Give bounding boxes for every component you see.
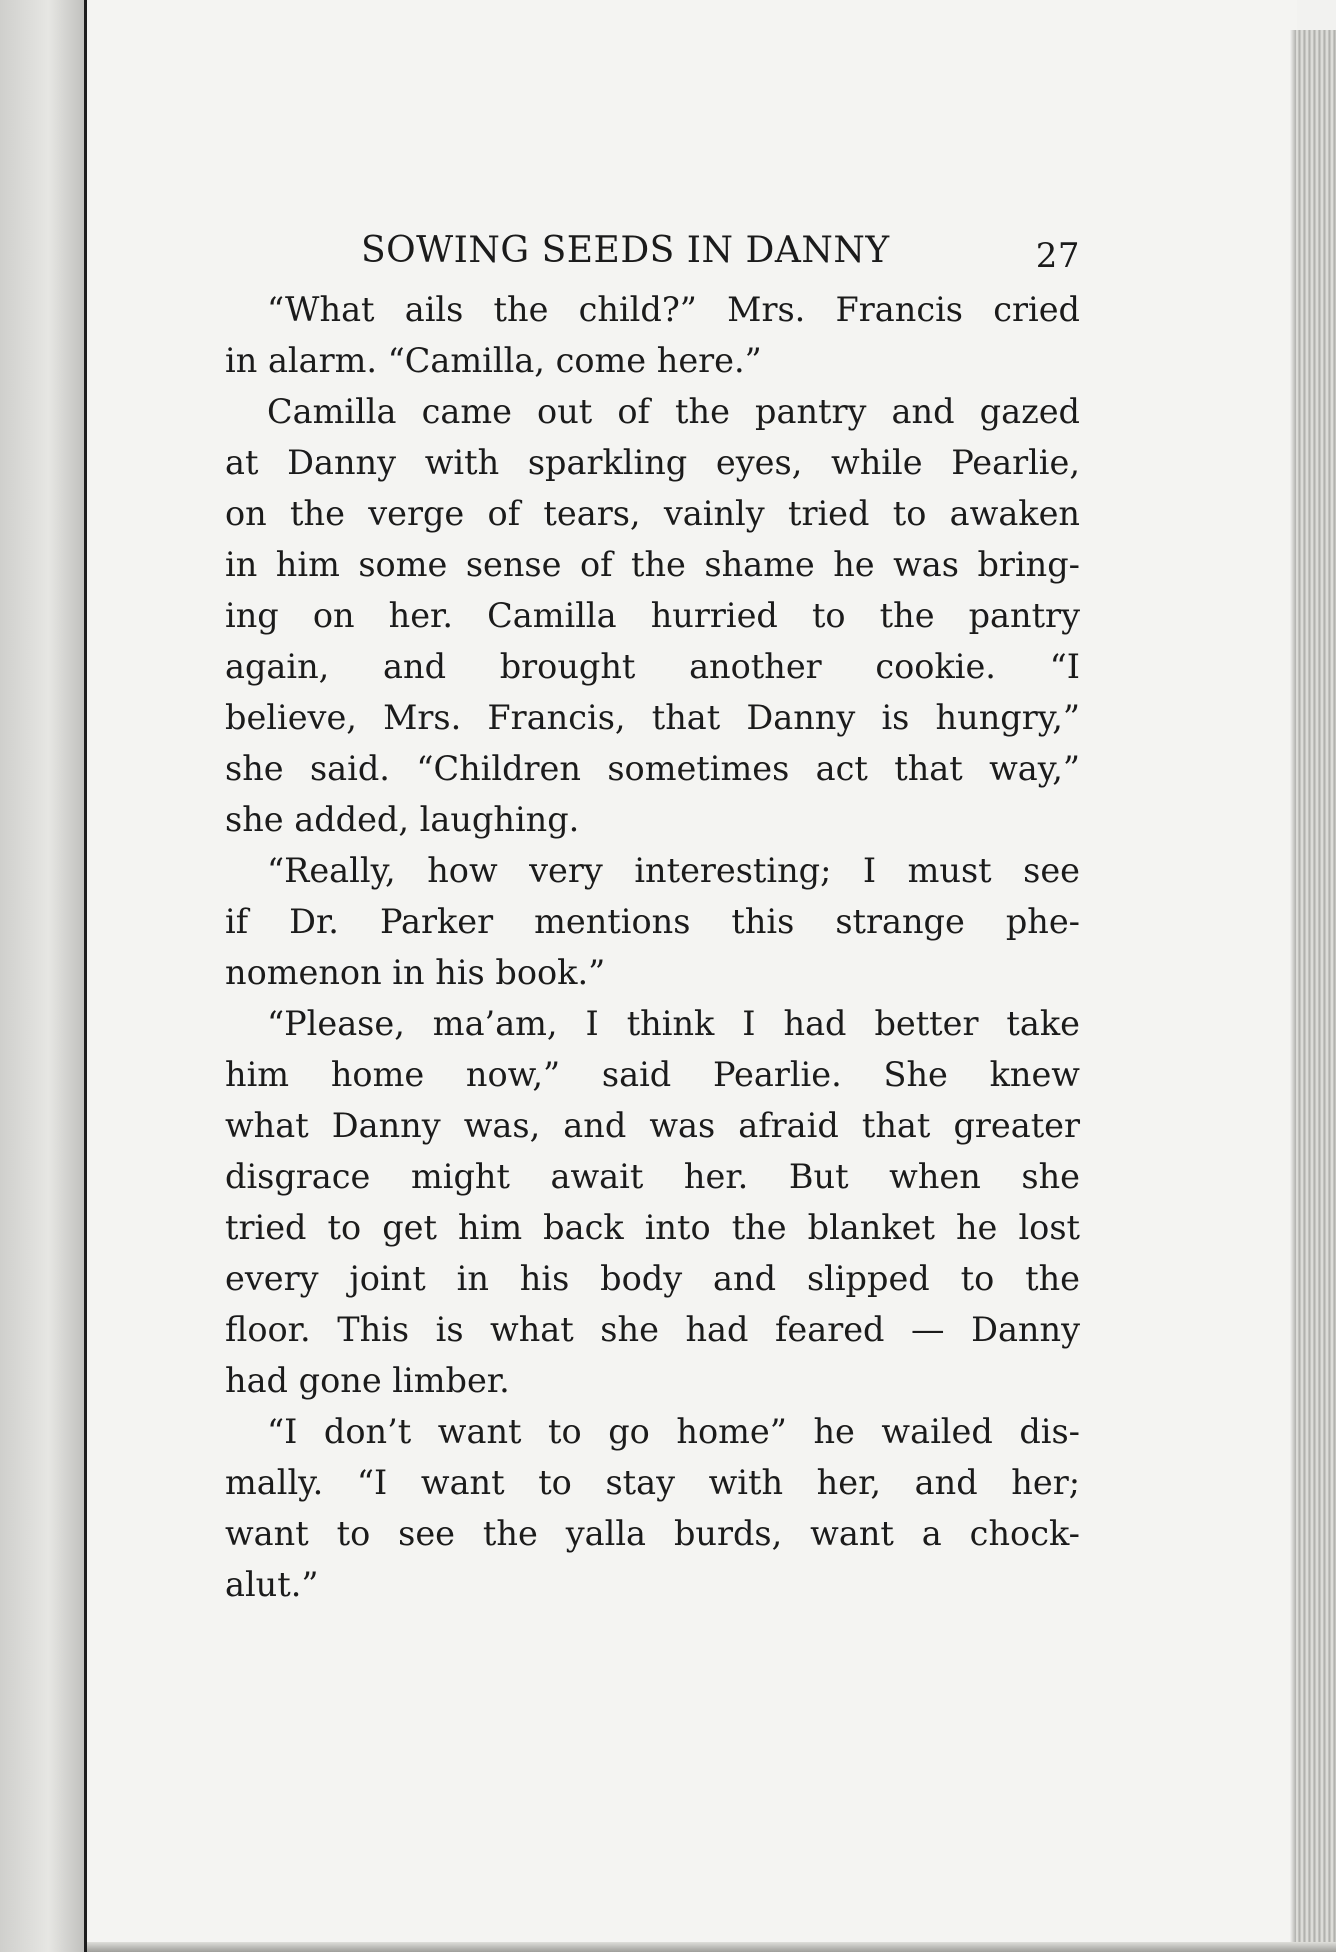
text-line: “Really, how very interesting; I must see <box>267 851 1080 890</box>
text-line: she said. “Children sometimes act that way,” <box>225 749 1080 788</box>
text-line: alut.” <box>225 1565 319 1604</box>
book-binding <box>0 0 88 1952</box>
text-line: him home now,” said Pearlie. She knew <box>225 1055 1080 1094</box>
text-line: “Please, ma’am, I think I had better take <box>267 1004 1080 1043</box>
text-line: “I don’t want to go home” he wailed dis- <box>267 1412 1080 1451</box>
text-line: again, and brought another cookie. “I <box>225 647 1080 686</box>
text-line: at Danny with sparkling eyes, while Pearlie, <box>225 443 1080 482</box>
text-line: Camilla came out of the pantry and gazed <box>267 392 1080 431</box>
text-line: in alarm. “Camilla, come here.” <box>225 341 762 380</box>
text-line: disgrace might await her. But when she <box>225 1157 1080 1196</box>
text-block <box>225 210 1080 1610</box>
running-head <box>225 210 1080 284</box>
text-line: every joint in his body and slipped to the <box>225 1259 1080 1298</box>
text-line: believe, Mrs. Francis, that Danny is hungry,” <box>225 698 1080 737</box>
text-line: in him some sense of the shame he was bring- <box>225 545 1080 584</box>
text-line: want to see the yalla burds, want a chock- <box>225 1514 1080 1553</box>
text-line: floor. This is what she had feared — Danny <box>225 1310 1080 1349</box>
page-edges <box>1296 30 1336 1952</box>
text-line: tried to get him back into the blanket he lost <box>225 1208 1080 1247</box>
text-line: mally. “I want to stay with her, and her; <box>225 1463 1080 1502</box>
text-line: had gone limber. <box>225 1361 510 1400</box>
text-line: what Danny was, and was afraid that greater <box>225 1106 1080 1145</box>
bottom-page-edge <box>87 1942 1336 1952</box>
text-line: on the verge of tears, vainly tried to awaken <box>225 494 1080 533</box>
text-line: nomenon in his book.” <box>225 953 606 992</box>
page-number: 27 <box>1035 236 1080 276</box>
text-line: ing on her. Camilla hurried to the pantry <box>225 596 1080 635</box>
text-line: if Dr. Parker mentions this strange phe- <box>225 902 1080 941</box>
text-line: she added, laughing. <box>225 800 580 839</box>
text-line: “What ails the child?” Mrs. Francis cried <box>267 290 1080 329</box>
running-title: SOWING SEEDS IN DANNY <box>361 230 890 271</box>
body-text <box>225 284 1080 1610</box>
